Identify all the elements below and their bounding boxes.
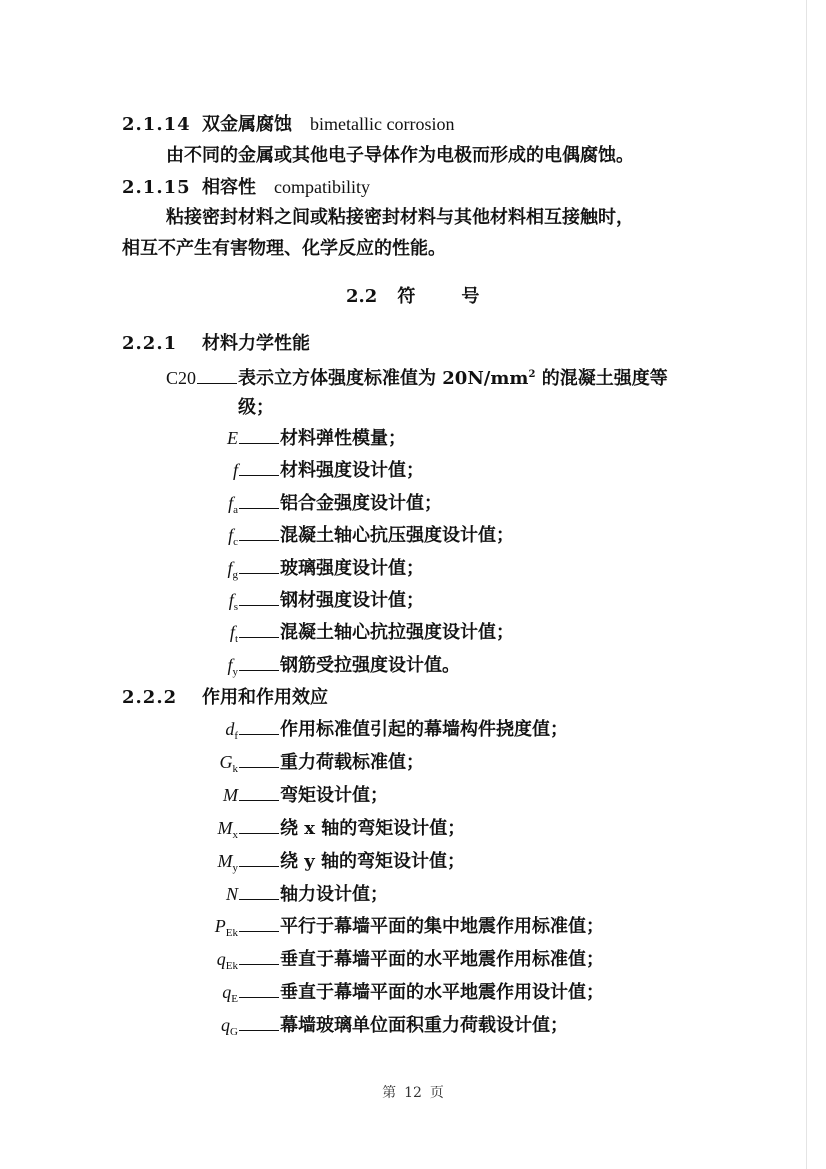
description-part-2: 的混凝土强度等: [535, 368, 668, 389]
symbol-row: [168, 980, 604, 1005]
subsection-2-2-2-heading: [122, 686, 328, 710]
subsection-title: 作用和作用效应: [202, 687, 328, 708]
symbol: [168, 947, 238, 971]
footer-prefix: 第: [382, 1085, 397, 1101]
symbol-description: 作用标准值引起的幕墙构件挠度值；: [280, 719, 568, 740]
symbol: [168, 458, 238, 482]
symbol-description: 钢筋受拉强度设计值。: [280, 654, 460, 676]
em-dash: [239, 475, 279, 476]
symbol: [168, 620, 238, 644]
term-name-zh: 相容性: [202, 177, 256, 198]
footer-suffix: 页: [429, 1085, 444, 1101]
subsection-2-2-1-heading: [122, 332, 310, 356]
symbol-row: [168, 491, 442, 516]
symbol: [168, 426, 238, 450]
symbol: [168, 556, 238, 580]
symbol-base: M: [217, 817, 233, 838]
em-dash: [239, 573, 279, 574]
symbol-base: d: [225, 719, 235, 739]
symbol-row: [168, 717, 568, 742]
symbol-base: f: [228, 525, 234, 546]
symbol-c20-description-continuation: 级；: [238, 397, 274, 418]
subsection-number: 2.2.2: [122, 687, 178, 708]
symbol-subscript: y: [232, 861, 238, 874]
symbol-base: P: [214, 916, 226, 937]
symbol: [168, 717, 238, 741]
symbol-description: 轴力设计值；: [280, 883, 388, 905]
em-dash: [239, 800, 279, 801]
symbol: C20: [166, 368, 197, 388]
symbol-subscript: G: [230, 1026, 238, 1039]
symbol-base: q: [222, 982, 232, 1003]
symbol-subscript: f: [234, 730, 238, 742]
symbol-subscript: E: [231, 993, 238, 1006]
em-dash: [239, 670, 279, 671]
symbol-description: 弯矩设计值；: [280, 784, 388, 806]
symbol-description: 绕 y 轴的弯矩设计值；: [280, 850, 465, 872]
symbol-base: M: [223, 784, 238, 805]
symbol-row: [168, 523, 514, 548]
symbol-base: M: [217, 850, 233, 871]
symbol-row: [168, 783, 388, 808]
symbol: [168, 491, 238, 515]
symbol-description: 垂直于幕墙平面的水平地震作用标准值；: [280, 949, 604, 971]
em-dash: [239, 964, 279, 965]
symbol-base: G: [219, 751, 233, 772]
em-dash: [239, 833, 279, 834]
symbol-subscript: y: [232, 665, 238, 678]
symbol-description: 平行于幕墙平面的集中地震作用标准值；: [280, 916, 604, 938]
symbol-subscript: k: [232, 762, 238, 775]
symbol-subscript: x: [232, 828, 238, 841]
symbol-description: 幕墙玻璃单位面积重力荷载设计值；: [280, 1015, 568, 1037]
term-number: 2.1.15: [122, 177, 191, 198]
term-name-zh: 双金属腐蚀: [202, 114, 292, 135]
symbol-base: q: [216, 949, 226, 970]
em-dash: [239, 997, 279, 998]
em-dash: [239, 767, 279, 768]
symbol-row: [168, 458, 424, 483]
symbol-row: [168, 947, 604, 972]
symbol: [168, 653, 238, 677]
section-heading: [346, 285, 479, 309]
em-dash: [239, 1030, 279, 1031]
symbol-base: f: [229, 622, 235, 643]
em-dash: [239, 899, 279, 900]
symbol-row: [168, 653, 460, 678]
subsection-number: 2.2.1: [122, 333, 178, 354]
term-name-en: compatibility: [274, 177, 370, 197]
em-dash: [239, 931, 279, 932]
symbol-subscript: Ek: [225, 960, 238, 973]
symbol-description: 垂直于幕墙平面的水平地震作用设计值；: [280, 982, 604, 1004]
symbol-row: [168, 556, 424, 581]
term-2-1-14-heading: [122, 112, 454, 137]
em-dash: [239, 540, 279, 541]
symbol-row: [168, 882, 388, 907]
term-2-1-15-heading: [122, 175, 370, 200]
symbol-base: q: [221, 1015, 231, 1036]
term-number: 2.1.14: [122, 114, 191, 135]
page-number: 12: [404, 1085, 422, 1101]
symbol: [168, 783, 238, 807]
symbol-base: N: [225, 883, 238, 904]
symbol-row: [168, 849, 465, 874]
term-2-1-15-definition-line-2: 相互不产生有害物理、化学反应的性能。: [122, 238, 446, 259]
em-dash: [239, 443, 279, 444]
symbol-description: 铝合金强度设计值；: [280, 492, 442, 514]
em-dash: [239, 508, 279, 509]
symbol-description: 重力荷载标准值；: [280, 751, 424, 773]
symbol-description: 材料强度设计值；: [280, 460, 424, 482]
description-superscript: 2: [528, 369, 536, 380]
symbol-description: [238, 367, 668, 391]
em-dash: [239, 637, 279, 638]
symbol-row: [168, 914, 604, 939]
symbol: [168, 1013, 238, 1037]
symbol-subscript: c: [233, 536, 238, 549]
page-edge-line: [806, 0, 807, 1169]
page-footer: [0, 1082, 826, 1102]
symbol-base: f: [228, 492, 234, 513]
symbol-row: [168, 588, 424, 613]
section-number: 2.2: [346, 286, 378, 307]
section-title-char-2: 号: [461, 286, 480, 307]
symbol-row: [168, 750, 424, 775]
symbol: [168, 914, 238, 938]
symbol-description: 绕 x 轴的弯矩设计值；: [280, 817, 466, 839]
symbol: [168, 588, 238, 612]
em-dash: [239, 866, 279, 867]
symbol-description: 钢材强度设计值；: [280, 590, 424, 611]
section-title-char-1: 符: [397, 286, 416, 307]
symbol: [168, 523, 238, 547]
symbol-subscript: t: [234, 633, 238, 646]
symbol: [168, 816, 238, 840]
symbol-row: [168, 620, 514, 645]
symbol-base: f: [232, 460, 238, 481]
subsection-title: 材料力学性能: [202, 333, 310, 354]
symbol-row: [168, 1013, 568, 1038]
symbol-base: f: [228, 590, 234, 610]
em-dash: [197, 383, 237, 384]
symbol-description: 混凝土轴心抗压强度设计值；: [280, 525, 514, 547]
symbol: [168, 750, 238, 774]
symbol-row-c20: [166, 366, 668, 391]
symbol-description: 玻璃强度设计值；: [280, 557, 424, 579]
symbol-base: E: [227, 428, 238, 448]
symbol: [168, 882, 238, 906]
term-name-en: bimetallic corrosion: [310, 114, 455, 134]
em-dash: [239, 734, 279, 735]
symbol-subscript: s: [233, 601, 238, 613]
term-2-1-14-definition: 由不同的金属或其他电子导体作为电极而形成的电偶腐蚀。: [166, 145, 634, 166]
symbol: [168, 980, 238, 1004]
symbol-row: [168, 426, 406, 451]
symbol-description: 材料弹性模量；: [280, 428, 406, 449]
symbol: [168, 849, 238, 873]
symbol-base: f: [227, 654, 233, 675]
description-part-1: 表示立方体强度标准值为 20N/mm: [238, 368, 529, 389]
symbol-subscript: a: [233, 503, 238, 516]
symbol-description: 混凝土轴心抗拉强度设计值；: [280, 622, 514, 644]
symbol-subscript: g: [232, 568, 238, 581]
term-2-1-15-definition-line-1: 粘接密封材料之间或粘接密封材料与其他材料相互接触时，: [166, 207, 634, 228]
symbol-subscript: Ek: [225, 927, 238, 940]
em-dash: [239, 605, 279, 606]
symbol-row: [168, 816, 465, 841]
symbol-base: f: [227, 557, 233, 578]
